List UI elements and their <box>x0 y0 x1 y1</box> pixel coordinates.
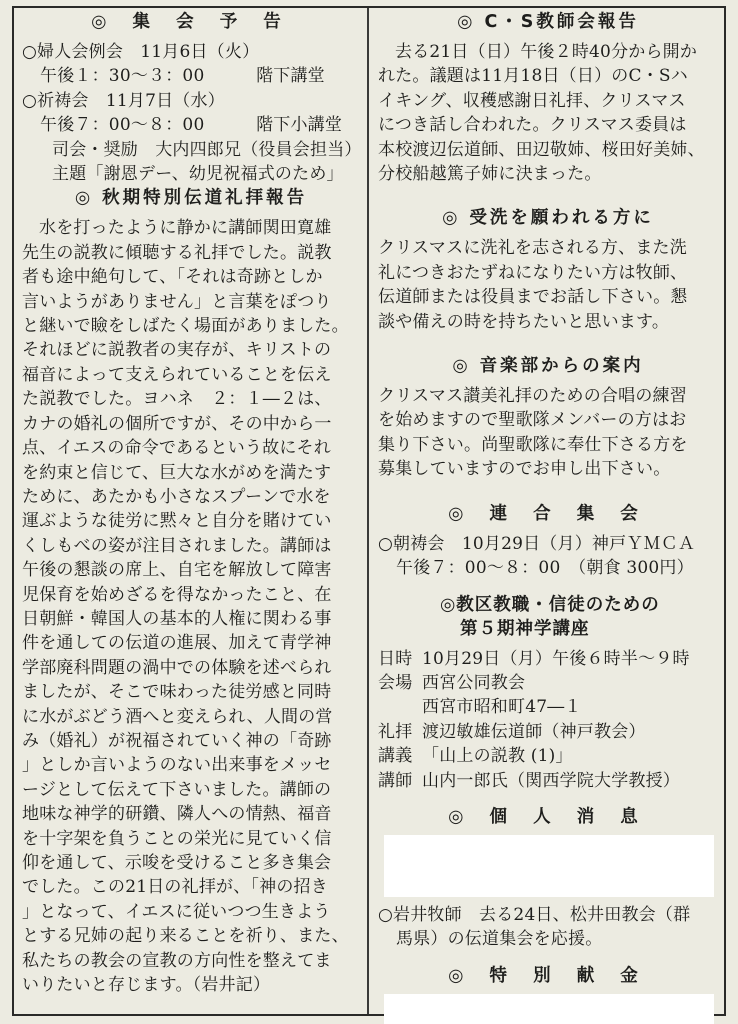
report-line: 地味な神学的研鑽、隣人への情熱、福音 <box>22 804 332 825</box>
cs-line: れた。議題は11月18日（日）のC・Sハ <box>378 66 688 87</box>
offering-heading: ◎ 特 別 献 金 <box>448 965 648 986</box>
joint-heading: ◎ 連 合 集 会 <box>448 503 648 524</box>
womens-meeting-detail: 午後１：30～３：00 階下講堂 <box>40 66 325 87</box>
field-key: 日時 <box>378 648 413 669</box>
report-line: に水がぶどう酒へと変えられ、人間の営 <box>22 706 333 727</box>
report-line: 水を打ったように静かに講師関田寛雄 <box>39 218 332 239</box>
report-line: 運ぶような徒労に黙々と自分を賭けてい <box>22 511 332 532</box>
music-line: 集り下さい。尚聖歌隊に奉仕下さる方を <box>378 434 688 455</box>
joint-detail: 午後７：00～８：00 （朝食 300円） <box>396 558 694 579</box>
cs-heading: ◎ C・S教師会報告 <box>457 12 639 32</box>
personal-body <box>378 903 718 952</box>
meeting-heading: ◎ 集 会 予 告 <box>91 12 291 32</box>
womens-meeting-title: ○婦人会例会 11月6日（火） <box>22 42 260 62</box>
prayer-meeting-time: 午後７：00～８：00 階下小講堂 <box>40 115 343 136</box>
seminar-details <box>378 647 718 793</box>
personal-line: 馬県）の伝道集会を応援。 <box>396 929 603 950</box>
field-key: 会場 <box>378 672 413 693</box>
cs-line: につき話し合われた。クリスマス委員は <box>378 115 687 136</box>
report-line: 児保育を始めざるを得なかったこと、在 <box>22 584 332 605</box>
music-line: を始めますので聖歌隊メンバーの方はお <box>378 410 687 431</box>
music-heading: ◎ 音楽部からの案内 <box>452 356 644 377</box>
seminar-field-address <box>378 695 718 719</box>
report-line: ージとして伝えて下さいました。講師の <box>22 779 332 800</box>
baptism-line: 礼につきおたずねになりたい方は牧師、 <box>378 262 688 283</box>
report-body <box>22 216 360 997</box>
report-heading: ◎ 秋期特別伝道礼拝報告 <box>74 188 308 209</box>
prayer-meeting-title: ○祈祷会 11月7日（水） <box>22 90 225 111</box>
left-column <box>22 10 360 997</box>
baptism-body <box>378 236 718 334</box>
report-line: 仰を通して、示唆を受けること多き集会 <box>22 853 332 873</box>
report-line: いりたいと存じます。（岩井記） <box>22 975 271 996</box>
field-key: 講義 <box>378 746 413 767</box>
seminar-heading-1: ◎教区教職・信徒のための <box>440 594 660 615</box>
baptism-line: 談や備えの時を持ちたいと思います。 <box>378 311 670 332</box>
field-value: 「山上の説教 (1)」 <box>422 746 573 767</box>
report-line: 者も途中絶句して、「それは奇跡としか <box>22 267 323 288</box>
report-line: 午後の懇談の席上、自宅を解放して障害 <box>22 560 332 581</box>
seminar-field-worship <box>378 720 718 744</box>
prayer-meeting-host: 司会・奨励 大内四郎兄（役員会担当） <box>52 139 362 160</box>
report-line: それほどに説教者の実存が、キリストの <box>22 340 332 361</box>
redacted-block <box>384 835 714 897</box>
baptism-heading: ◎ 受洗を願われる方に <box>442 208 654 229</box>
cs-line: 本校渡辺伝道師、田辺敬姉、桜田好美姉、 <box>378 139 705 160</box>
seminar-field-lecturer <box>378 769 718 793</box>
report-line: 件を通しての伝道の進展、加えて青学神 <box>22 633 332 654</box>
personal-line: ○岩井牧師 去る24日、松井田教会（群 <box>378 904 691 925</box>
field-value: 10月29日（月）午後６時半～９時 <box>422 648 690 669</box>
music-line: クリスマス讃美礼拝のための合唱の練習 <box>378 386 687 407</box>
report-line: を約束と信じて、巨大な水がめを満たす <box>22 462 332 483</box>
seminar-field-datetime <box>378 647 718 671</box>
field-key <box>378 695 422 719</box>
report-line: カナの婚礼の個所ですが、その中から一 <box>22 413 332 434</box>
seminar-field-lecture <box>378 744 718 768</box>
report-line: を十字架を負うことの栄光に見ていく信 <box>22 828 332 849</box>
report-line: ために、あたかも小さなスプーンで水を <box>22 486 331 507</box>
report-line: 福音によって支えられていることを伝え <box>22 364 332 385</box>
cs-line: 分校船越篤子姉に決まった。 <box>378 164 602 185</box>
report-line: 学部廃科問題の渦中での体験を述べられ <box>22 657 332 678</box>
field-key: 礼拝 <box>378 721 413 742</box>
prayer-meeting-theme: 主題「謝恩デー、幼児祝福式のため」 <box>52 164 344 185</box>
column-divider <box>367 8 369 1014</box>
field-value: 西宮市昭和町47―１ <box>422 697 582 718</box>
report-line: と継いで瞼をしばたく場面がありました。 <box>22 316 349 337</box>
seminar-heading-2: 第５期神学講座 <box>460 618 590 639</box>
music-body <box>378 384 718 482</box>
joint-title: ○朝祷会 10月29日（月）神戸ＹＭＣＡ <box>378 533 696 554</box>
report-line: 点、イエスの命令であるという故にそれ <box>22 438 331 459</box>
report-line: 」となって、イエスに従いつつ生きよう <box>22 901 331 922</box>
field-value: 渡辺敏雄伝道師（神戸教会） <box>422 721 646 742</box>
field-key: 講師 <box>378 770 413 791</box>
report-line: 日朝鮮・韓国人の基本的人権に関わる事 <box>22 608 332 629</box>
report-line: 言いようがありません」と言葉をぽつり <box>22 291 332 312</box>
report-line: 私たちの教会の宣教の方向性を整えてま <box>22 950 332 971</box>
report-line: 先生の説教に傾聴する礼拝でした。説教 <box>22 242 332 263</box>
cs-body <box>378 40 718 186</box>
right-column <box>378 10 718 1024</box>
report-line: でした。この21日の礼拝が、「神の招き <box>22 877 328 898</box>
report-line: とする兄姉の起り来ることを祈り、また、 <box>22 926 349 947</box>
personal-heading: ◎ 個 人 消 息 <box>448 806 648 827</box>
baptism-line: クリスマスに洗礼を志される方、また洗 <box>378 238 687 259</box>
seminar-field-venue <box>378 671 718 695</box>
report-line: ましたが、そこで味わった徒労感と同時 <box>22 682 332 703</box>
redacted-block <box>384 994 714 1024</box>
field-value: 山内一郎氏（関西学院大学教授） <box>422 770 680 791</box>
field-value: 西宮公同教会 <box>422 672 526 693</box>
cs-line: イキング、収穫感謝日礼拝、クリスマス <box>378 90 686 111</box>
baptism-line: 伝道師または役員までお話し下さい。懇 <box>378 287 688 308</box>
cs-line: 去る21日（日）午後２時40分から開か <box>395 42 698 62</box>
report-line: た説教でした。ヨハネ ２：１―２は、 <box>22 389 332 410</box>
music-line: 募集していますのでお申し出下さい。 <box>378 459 671 480</box>
report-line: 」としか言いようのない出来事をメッセ <box>22 755 332 776</box>
report-line: み（婚礼）が祝福されていく神の「奇跡 <box>22 730 332 751</box>
report-line: くしもべの姿が注目されました。講師は <box>22 535 332 556</box>
